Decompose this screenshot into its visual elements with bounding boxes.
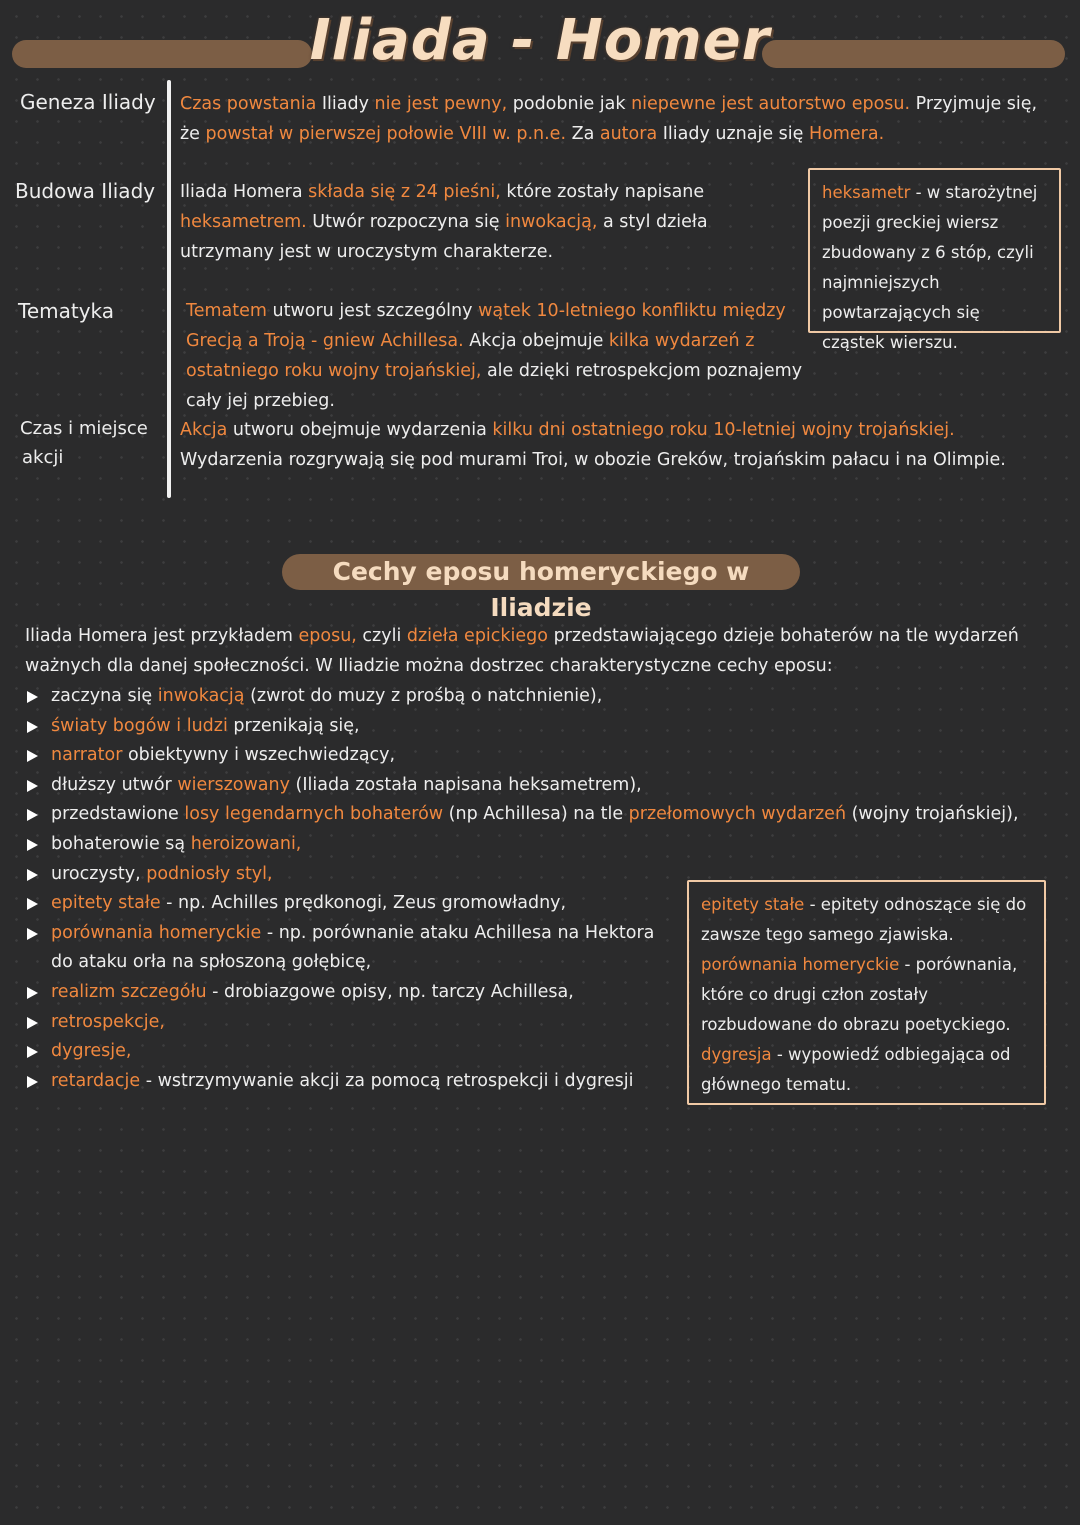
text-fragment: - drobiazgowe opisy, np. tarczy Achillesa,	[206, 981, 574, 1002]
text-fragment: kilka wydarzeń z ostatniego roku wojny trojańskiej,	[186, 331, 755, 381]
text-fragment: Iliady	[316, 94, 375, 114]
bullet-triangle-icon	[27, 1046, 38, 1058]
text-fragment: (wojny trojańskiej),	[846, 804, 1019, 825]
title-decoration-right	[762, 40, 1065, 68]
note-text: - porównania, które co drugi człon zostały rozbudowane do obrazu poetyckiego.	[701, 955, 1018, 1034]
note-heksametr	[808, 168, 1061, 352]
text-fragment: Iliada Homera	[180, 182, 309, 202]
text-fragment: Za	[566, 124, 600, 144]
list-item	[25, 860, 665, 890]
paragraph-czas	[180, 415, 1040, 475]
text-fragment: Utwór rozpoczyna się	[306, 212, 506, 232]
text-fragment: - wstrzymywanie akcji za pomocą retrospekcji i dygresji	[140, 1070, 634, 1091]
note-text: - epitety odnoszące się do zawsze tego samego zjawiska.	[701, 895, 1027, 944]
text-fragment: a styl dzieła utrzymany jest w uroczystym charakterze.	[180, 212, 708, 262]
text-fragment: retrospekcje,	[51, 1011, 165, 1032]
text-fragment: obiektywny i wszechwiedzący,	[122, 745, 396, 766]
text-fragment: wątek 10-letniego konfliktu między Grecją a Troją - gniew Achillesa.	[186, 301, 786, 351]
text-fragment: heksametrem.	[180, 212, 307, 232]
list-item	[25, 741, 665, 771]
list-item	[25, 1037, 665, 1067]
title-decoration-left	[12, 40, 312, 68]
note-text: - wypowiedź odbiegająca od głównego tematu.	[701, 1045, 1011, 1094]
text-fragment: heroizowani,	[190, 833, 302, 854]
text-fragment: podniosły styl,	[146, 863, 273, 884]
text-fragment: światy bogów i ludzi	[51, 715, 228, 736]
text-fragment: zaczyna się	[51, 686, 158, 706]
bullet-triangle-icon	[27, 987, 38, 999]
label-czas-line2: akcji	[22, 447, 64, 468]
text-fragment: epitety stałe	[51, 893, 161, 914]
note-term: epitety stałe	[701, 895, 805, 914]
text-fragment: dygresje,	[51, 1041, 132, 1062]
list-item	[25, 682, 665, 712]
text-fragment: losy legendarnych bohaterów	[184, 804, 444, 825]
text-fragment: porównania homeryckie	[51, 922, 262, 943]
list-item	[25, 830, 665, 860]
text-fragment: Przyjmuje się, że	[180, 94, 1038, 144]
text-fragment: czyli	[356, 626, 407, 646]
text-fragment: Akcja	[180, 420, 228, 440]
text-fragment: utworu obejmuje wydarzenia	[227, 420, 493, 440]
bullet-triangle-icon	[27, 780, 38, 792]
text-fragment: Iliada Homera jest przykładem	[25, 626, 299, 646]
text-fragment: przedstawione	[51, 804, 185, 825]
text-fragment: inwokacją	[157, 686, 245, 706]
label-tematyka: Tematyka	[18, 299, 115, 323]
text-fragment: narrator	[51, 745, 123, 766]
text-fragment: Czas powstania	[180, 94, 317, 114]
list-item	[25, 978, 665, 1008]
text-fragment: ale dzięki retrospekcjom poznajemy cały jej przebieg.	[186, 361, 803, 411]
list-item	[25, 771, 665, 801]
bullet-triangle-icon	[27, 750, 38, 762]
text-fragment: niepewne jest autorstwo eposu.	[631, 94, 911, 114]
list-item	[25, 800, 1071, 830]
text-fragment: (np Achillesa) na tle	[443, 804, 629, 825]
text-fragment: retardacje	[51, 1070, 141, 1091]
label-budowa: Budowa Iliady	[15, 179, 156, 203]
text-fragment: dłuższy utwór	[51, 774, 178, 795]
label-geneza: Geneza Iliady	[20, 90, 156, 114]
note-text: - w starożytnej poezji greckiej wiersz zbudowany z 6 stóp, czyli najmniejszych powtarzających się cząstek wierszu.	[822, 183, 1038, 352]
note-term: porównania homeryckie	[701, 955, 900, 974]
list-item	[25, 1067, 665, 1097]
text-fragment: kilku dni ostatniego roku 10-letniej wojny trojańskiej.	[492, 420, 955, 440]
text-fragment: Wydarzenia rozgrywają się pod murami Troi, w obozie Greków, trojańskim pałacu i na Olimpie.	[180, 450, 1006, 470]
list-item	[25, 1008, 665, 1038]
text-fragment: powstał w pierwszej połowie VIII w. p.n.e.	[205, 124, 567, 144]
text-fragment: (Iliada została napisana heksametrem),	[289, 774, 642, 795]
label-czas-line1: Czas i miejsce	[20, 418, 148, 439]
text-fragment: wierszowany	[177, 774, 290, 795]
text-fragment: nie jest pewny,	[374, 94, 508, 114]
text-fragment: inwokacją,	[505, 212, 598, 232]
note-definitions	[687, 880, 1046, 1105]
page-title: Iliada - Homer	[309, 8, 771, 73]
text-fragment: Akcja obejmuje	[463, 331, 609, 351]
text-fragment: Tematem	[186, 301, 267, 321]
bullet-triangle-icon	[27, 839, 38, 851]
bullet-triangle-icon	[27, 1076, 38, 1088]
bullet-triangle-icon	[27, 869, 38, 881]
text-fragment: realizm szczegółu	[51, 981, 207, 1002]
text-fragment: utworu jest szczególny	[266, 301, 479, 321]
bullet-triangle-icon	[27, 928, 38, 940]
text-fragment: bohaterowie są	[51, 833, 191, 854]
text-fragment: Homera.	[808, 124, 885, 144]
paragraph-intro	[25, 621, 1055, 681]
text-fragment: (zwrot do muzy z prośbą o natchnienie),	[244, 686, 603, 706]
text-fragment: przenikają się,	[227, 715, 360, 736]
text-fragment: eposu,	[298, 626, 357, 646]
text-fragment: - np. porównanie ataku Achillesa na Hektora do ataku orła na spłoszoną gołębicę,	[51, 922, 655, 973]
text-fragment: uroczysty,	[51, 863, 147, 884]
section-heading-cechy: Cechy eposu homeryckiego w Iliadzie	[282, 554, 800, 590]
bullet-triangle-icon	[27, 898, 38, 910]
paragraph-geneza	[180, 89, 1060, 149]
text-fragment: - np. Achilles prędkonogi, Zeus gromowładny,	[160, 893, 567, 914]
list-item	[25, 919, 665, 978]
text-fragment: które zostały napisane	[500, 182, 705, 202]
note-term: heksametr	[822, 183, 911, 202]
list-item	[25, 889, 665, 919]
text-fragment: autora	[599, 124, 658, 144]
text-fragment: przedstawiającego dzieje bohaterów na tle wydarzeń ważnych dla danej społeczności. W Iliadzie można dostrzec charakterystyczne cechy eposu:	[25, 626, 1019, 676]
bullet-triangle-icon	[27, 691, 38, 703]
paragraph-tematyka	[186, 296, 806, 416]
list-item	[25, 712, 665, 742]
section-divider	[167, 80, 171, 498]
bullet-triangle-icon	[27, 721, 38, 733]
text-fragment: dzieła epickiego	[406, 626, 548, 646]
text-fragment: przełomowych wydarzeń	[628, 804, 847, 825]
bullet-triangle-icon	[27, 1017, 38, 1029]
bullet-triangle-icon	[27, 809, 38, 821]
note-term: dygresja	[701, 1045, 772, 1064]
text-fragment: składa się z 24 pieśni,	[308, 182, 501, 202]
paragraph-budowa	[180, 177, 795, 267]
text-fragment: Iliady uznaje się	[657, 124, 809, 144]
text-fragment: podobnie jak	[507, 94, 632, 114]
